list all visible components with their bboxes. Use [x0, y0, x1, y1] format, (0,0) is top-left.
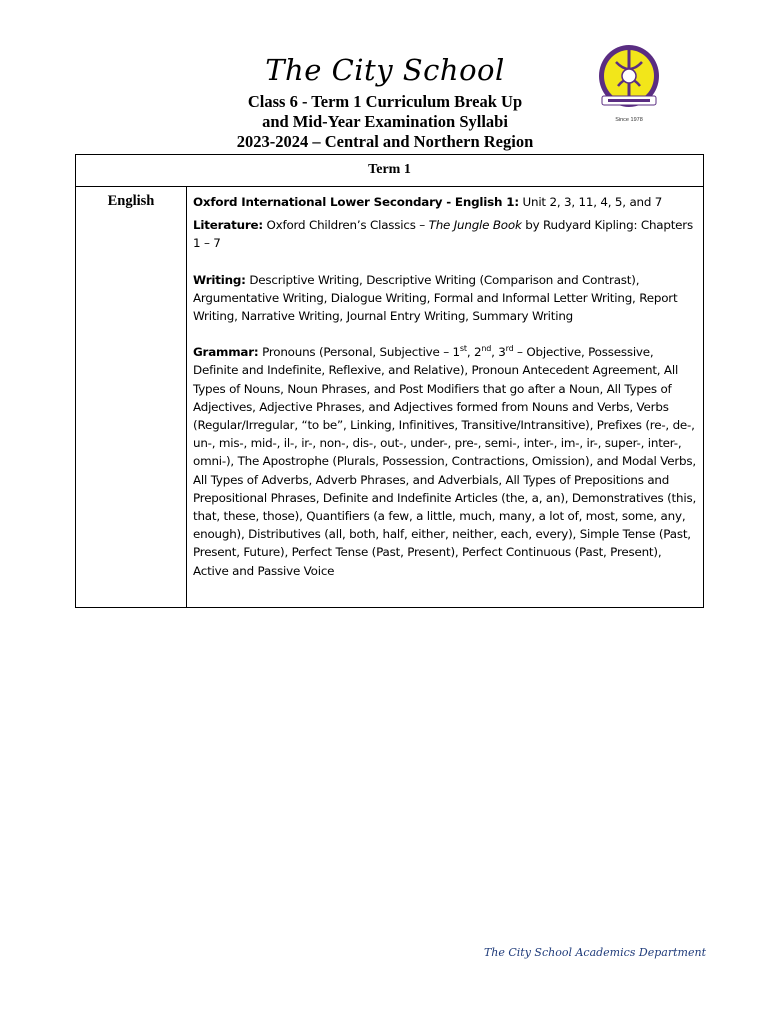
grammar-text-c: , 3	[491, 345, 506, 360]
school-name: The City School	[265, 53, 505, 87]
logo-caption: Since 1978	[615, 117, 643, 123]
column-divider	[186, 186, 187, 607]
grammar-label: Grammar:	[193, 345, 259, 360]
grammar-text-b: , 2	[466, 345, 482, 360]
subject-cell: English	[107, 193, 155, 209]
grammar-paragraph	[193, 343, 698, 580]
grammar-sup-3: rd	[505, 344, 514, 354]
oxford-label: Oxford International Lower Secondary - English 1:	[193, 195, 519, 209]
literature-paragraph	[193, 216, 698, 252]
writing-text: Descriptive Writing, Descriptive Writing (Comparison and Contrast), Argumentative Writing, Dialogue Writing, Formal and Informal Letter Writing, Report Writing, Narrative Writing, Journal Entry Writing, Summary Writing	[193, 272, 678, 324]
literature-book-title: The Jungle Book	[428, 218, 522, 233]
literature-text-post: by Rudyard Kipling: Chapters 1 – 7	[193, 218, 693, 251]
oxford-paragraph	[193, 193, 698, 211]
syllabus-table	[75, 154, 704, 608]
title-line-2: and Mid-Year Examination Syllabi	[262, 112, 508, 131]
writing-label: Writing:	[193, 272, 246, 287]
literature-text-pre: Oxford Children’s Classics –	[262, 218, 429, 233]
grammar-text-a: Pronouns (Personal, Subjective – 1	[258, 345, 460, 360]
footer-department: The City School Academics Department	[483, 946, 706, 959]
grammar-sup-1: st	[459, 344, 467, 354]
literature-label: Literature:	[193, 218, 263, 233]
grammar-text-d: – Objective, Possessive, Definite and Indefinite, Reflexive, and Relative), Pronoun Antecedent Agreement, All Types of Nouns, Noun Phrases, and Post Modifiers that go after a Noun, All Types of Adjectives, Adjective Phrases, and Adjectives formed from Nouns and Verbs, Verbs (Regular/Irregular, “to be”, Linking, Infinitives, Transitive/Intransitive), Prefixes (re-, de-, un-, mis-, mid-, il-, ir-, non-, dis-, out-, under-, pre-, semi-, inter-, im-, ir-, super-, inter-, omni-), The Apostrophe (Plurals, Possession, Contractions, Omission), and Modal Verbs, All Types of Adverbs, Adverb Phrases, and Adverbials, All Types of Prepositions and Prepositional Phrases, Definite and Indefinite Articles (the, a, an), Demonstratives (this, that, these, those), Quantifiers (a few, a little, much, many, a lot of, most, some, any, enough), Distributives (all, both, half, either, neither, each, every), Simple Tense (Past, Present, Future), Perfect Tense (Past, Present), Perfect Continuous (Past, Present), Active and Passive Voice	[193, 345, 697, 578]
school-logo	[596, 42, 662, 126]
document-title	[170, 92, 600, 152]
term-header: Term 1	[76, 155, 703, 187]
oxford-text: Unit 2, 3, 11, 4, 5, and 7	[518, 195, 663, 209]
title-line-1: Class 6 - Term 1 Curriculum Break Up	[247, 92, 523, 111]
grammar-sup-2: nd	[481, 344, 492, 354]
writing-paragraph	[193, 271, 698, 326]
title-line-3: 2023-2024 – Central and Northern Region	[236, 132, 534, 151]
school-crest-icon	[596, 42, 662, 118]
syllabus-content	[193, 193, 698, 580]
